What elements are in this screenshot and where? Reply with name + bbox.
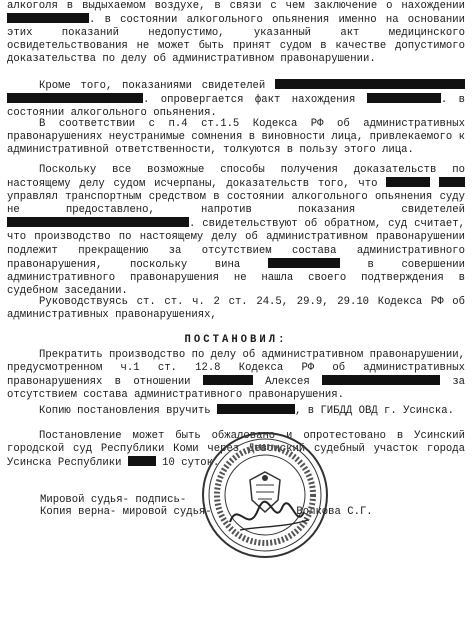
p7-text-b: , в ГИБДД ОВД г. Усинска. xyxy=(295,405,454,417)
judge-name: Волкова С.Г. xyxy=(296,506,373,518)
paragraph-terminate xyxy=(7,349,465,402)
paragraph-copy xyxy=(7,404,465,418)
p1-text-a: алкоголя в выдыхаемом воздухе, в связи с чем заключение о нахождении xyxy=(7,0,465,12)
p4-text-b: управлял транспортным средством в состоянии алкогольного опьянения суду не предоставлено, напротив показания свидетелей xyxy=(7,191,465,217)
redaction xyxy=(203,375,253,385)
redaction xyxy=(217,404,295,414)
paragraph-legal-basis xyxy=(7,296,465,322)
redaction xyxy=(322,375,440,385)
redaction xyxy=(367,93,441,103)
p1-text-b: . в состоянии алкогольного опьянения именно на основании этих показаний недопустимо, указанный акт медицинского освидетельствования не может быть принят судом в качестве допустимого доказательства по делу об административном правонарушении. xyxy=(7,14,465,66)
redaction xyxy=(386,177,430,187)
official-seal-icon xyxy=(200,430,330,560)
ruling-heading: ПОСТАНОВИЛ: xyxy=(184,334,288,346)
p4-text-a: Поскольку все возможные способы получения доказательств по настоящему делу судом исчерпаны, доказательств того, что xyxy=(7,164,465,191)
p2-text-c: . в состоянии алкогольного опьянения. xyxy=(7,94,466,120)
redaction xyxy=(7,217,189,227)
redaction xyxy=(7,13,89,23)
p6-text-c: за отсутствием состава административного правонарушения. xyxy=(7,376,466,402)
signature-judge: Мировой судья- подпись- xyxy=(40,494,187,506)
redaction xyxy=(7,93,143,103)
p4-text-c: . свидетельствуют об обратном, суд считает, что производство по настоящему делу об административном правонарушении подлежит прекращению за отсутствием состава административного правонарушения, поскольку вина xyxy=(7,218,465,271)
p6-text-b: Алексея xyxy=(265,376,310,389)
paragraph-conclusion xyxy=(7,164,465,298)
p6-text-a: Прекратить производство по делу об административном правонарушении, предусмотренном ч.1 ст. 12.8 Кодекса РФ об административных правонарушениях в отношении xyxy=(7,349,465,389)
redaction xyxy=(439,177,465,187)
p2-text-b: . опровергается факт нахождения xyxy=(143,94,356,107)
p3-text: В соответствии с п.4 ст.1.5 Кодекса РФ об административных правонарушениях неустранимые сомнения в виновности лица, привлекаемого к административной ответственности, толкуются в пользу этого лица. xyxy=(7,118,465,157)
p4-text-d: в совершении административного правонарушения не нашла своего подтверждения в судебном заседании. xyxy=(7,258,466,297)
p5-text: Руководствуясь ст. ст. ч. 2 ст. 24.5, 29.9, 29.10 Кодекса РФ об административных правонарушениях, xyxy=(7,296,465,322)
p7-text-a: Копию постановления вручить xyxy=(39,405,211,417)
p2-text-a: Кроме того, показаниями свидетелей xyxy=(39,80,266,92)
redaction xyxy=(275,79,465,89)
p8-text-a: Постановление может быть обжаловано и опротестовано в Усинский городской суд Республики Коми через Девонский судебный участок города Усинска Республики xyxy=(7,430,465,470)
p8-text-b: 10 суток. xyxy=(162,457,220,470)
paragraph-breath-test xyxy=(7,0,465,66)
redaction xyxy=(128,456,156,466)
paragraph-witnesses xyxy=(7,79,465,120)
paragraph-presumption xyxy=(7,118,465,157)
sig2-text-a: Копия верна- мировой судья- xyxy=(40,506,212,518)
redaction xyxy=(268,258,340,268)
